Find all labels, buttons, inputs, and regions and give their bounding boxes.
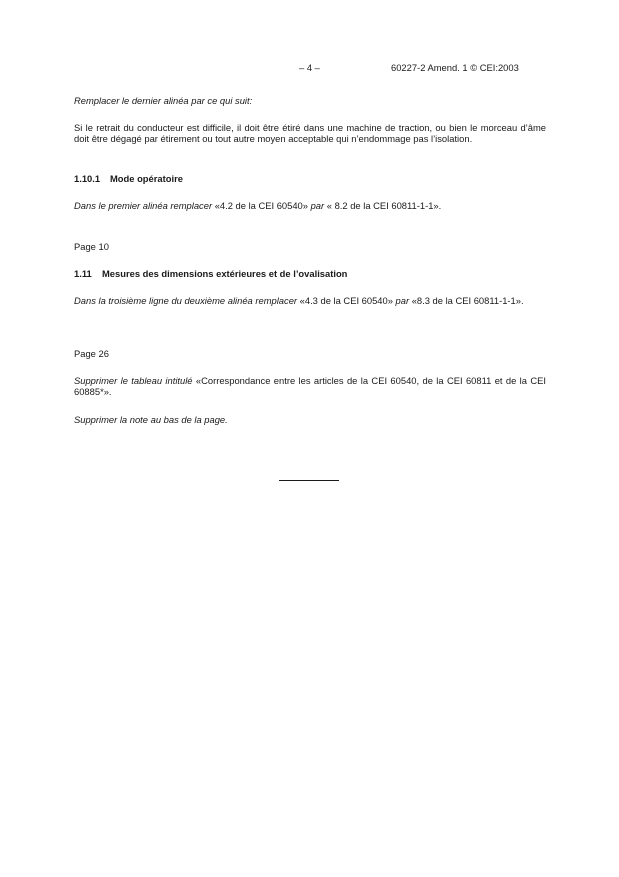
instruction-delete-footnote: Supprimer la note au bas de la page.: [74, 414, 228, 425]
quoted-reference: «8.3 de la CEI 60811-1-1».: [411, 295, 524, 306]
section-title: Mesures des dimensions extérieures et de l’ovalisation: [102, 268, 348, 279]
quoted-reference: «4.2 de la CEI 60540»: [214, 200, 311, 211]
instruction-text: par: [310, 200, 327, 211]
quoted-reference: « 8.2 de la CEI 60811-1-1».: [326, 200, 442, 211]
page-reference-10: Page 10: [74, 241, 109, 252]
replacement-paragraph: Si le retrait du conducteur est difficile, il doit être étiré dans une machine de traction, ou bien le morceau d’âme doit être dégagé par étirement ou tout autre moyen acceptable qui n’endommage pas l’isolation.: [74, 122, 546, 145]
end-rule-divider: [279, 480, 339, 481]
instruction-section-1-10-1: [74, 200, 546, 211]
document-reference: 60227-2 Amend. 1 © CEI:2003: [391, 62, 519, 73]
instruction-text: Supprimer le tableau intitulé: [74, 375, 196, 386]
section-number: 1.10.1: [74, 173, 101, 184]
instruction-text: Dans le premier alinéa remplacer: [74, 200, 215, 211]
section-number: 1.11: [74, 268, 92, 279]
instruction-replace-last-paragraph: Remplacer le dernier alinéa par ce qui suit:: [74, 95, 253, 106]
quoted-reference: «4.3 de la CEI 60540»: [299, 295, 396, 306]
section-heading-1-11: [74, 268, 546, 279]
section-title: Mode opératoire: [110, 173, 183, 184]
instruction-text: par: [395, 295, 412, 306]
instruction-delete-table: [74, 375, 546, 398]
instruction-text: Dans la troisième ligne du deuxième alinéa remplacer: [74, 295, 300, 306]
section-heading-1-10-1: [74, 173, 546, 184]
instruction-section-1-11: [74, 295, 546, 306]
page-number: – 4 –: [299, 62, 320, 73]
page-reference-26: Page 26: [74, 348, 109, 359]
quoted-reference: «Correspondance entre les articles de la CEI 60540, de la CEI 60811 et de la CEI 60885*».: [74, 375, 546, 398]
